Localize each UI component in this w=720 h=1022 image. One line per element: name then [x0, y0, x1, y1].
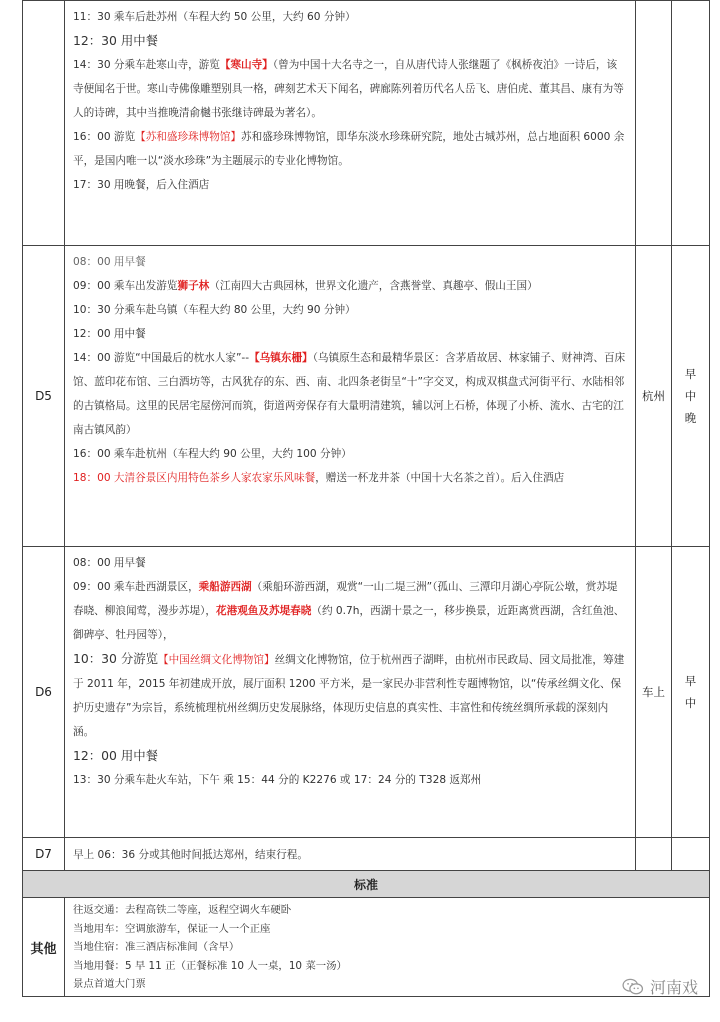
detail-line: 当地用车：空调旅游车，保证一人一个正座	[73, 922, 271, 935]
meal-item: 早	[684, 674, 697, 688]
day-schedule-cell	[65, 1, 636, 246]
detail-line: 景点首道大门票	[73, 978, 146, 990]
schedule-line: 08：00 用早餐	[73, 557, 146, 569]
city-cell-empty	[636, 838, 672, 871]
day-schedule-cell	[65, 547, 636, 838]
schedule-line: 12：00 用中餐	[73, 328, 146, 340]
meal-cell-empty	[672, 838, 710, 871]
attraction-highlight: 【苏和盛珍珠博物馆】	[135, 131, 242, 143]
detail-line: 当地用餐：5 早 11 正（正餐标准 10 人一桌，10 菜一汤）	[73, 959, 347, 972]
meal-item: 中	[684, 696, 697, 710]
other-label: 其他	[23, 898, 65, 997]
meal-list	[672, 246, 710, 547]
meal-cell-empty	[672, 1, 710, 246]
day-row-d7	[23, 838, 710, 871]
schedule-paragraph: 16：00 游览【苏和盛珍珠博物馆】苏和盛珍珠博物馆，即华东淡水珍珠研究院，地处古城苏州，总占地面积 6000 余平，是国内唯一以“淡水珍珠”为主题展示的专业化博物馆。	[73, 131, 625, 167]
schedule-line: 早上 06：36 分或其他时间抵达郑州，结束行程。	[73, 849, 308, 861]
itinerary-table	[22, 0, 710, 997]
day-label: D6	[23, 547, 65, 838]
standard-header: 标准	[23, 871, 710, 898]
meal-item: 中	[684, 389, 697, 403]
city-label: 杭州	[636, 246, 672, 547]
schedule-line: 12：30 用中餐	[73, 33, 159, 48]
schedule-line: 12：00 用中餐	[73, 748, 159, 763]
attraction-highlight: 【寒山寺】	[219, 59, 273, 71]
other-row	[23, 898, 710, 997]
watermark-text: 河南戏	[649, 978, 698, 997]
standard-header-row	[23, 871, 710, 898]
schedule-line: 16：00 乘车赴杭州（车程大约 90 公里，大约 100 分钟）	[73, 448, 352, 460]
schedule-line: 18：00 大清谷景区内用特色茶乡人家农家乐风味餐，赠送一杯龙井茶（中国十大名茶之首）。后入住酒店	[73, 472, 565, 484]
other-details-cell	[65, 898, 710, 997]
attraction-highlight: 【乌镇东栅】	[249, 352, 313, 364]
watermark	[622, 975, 698, 998]
schedule-paragraph: 10：30 分游览【中国丝绸文化博物馆】丝绸文化博物馆，位于杭州西子湖畔，由杭州市民政局、园文局批准，筹建于 2011 年，2015 年初建成开放，展厅面积 1200 平方米，是一家民办非营利性专题博物馆，以“传承丝绸文化、保护历史遗存”为宗旨，系统梳理杭州丝绸历史发展脉络，体现历史信息的真实性、丰富性和传统丝绸所承载的深刻内涵。	[73, 651, 625, 738]
day-schedule-cell	[65, 838, 636, 871]
day-row-d6	[23, 547, 710, 838]
day-row-d4-cont	[23, 1, 710, 246]
schedule-paragraph: 09：00 乘车赴西湖景区，乘船游西湖（乘船环游西湖，观赏“一山二堤三洲”（孤山、三潭印月湖心亭阮公墩，赏苏堤春晓、柳浪闻莺，漫步苏堤），花港观鱼及苏堤春晓（约 0.7h，西湖十景之一，移步换景，近距离赏西湖，含红鱼池、御碑亭、牡丹园等），	[73, 581, 625, 641]
day-row-d5	[23, 246, 710, 547]
city-cell-empty	[636, 1, 672, 246]
attraction-highlight: 【中国丝绸文化博物馆】	[158, 654, 275, 666]
attraction-highlight: 狮子林	[177, 280, 210, 292]
schedule-paragraph: 14：30 分乘车赴寒山寺，游览【寒山寺】（曾为中国十大名寺之一，自从唐代诗人张继题了《枫桥夜泊》一诗后，该寺便闻名于世。寒山寺佛像雕塑别具一格，碑刻艺术天下闻名，碑廊陈列着历代名人岳飞、唐伯虎、董其昌、康有为等人的诗碑，其中当推晚清俞樾书张继诗碑最为著名）。	[73, 59, 624, 119]
attraction-highlight: 花港观鱼及苏堤春晓	[216, 605, 312, 617]
day-label: D7	[23, 838, 65, 871]
attraction-highlight: 乘船游西湖	[198, 581, 252, 593]
schedule-paragraph: 09：00 乘车出发游览狮子林（江南四大古典园林，世界文化遗产，含燕誉堂、真趣亭、假山王国）	[73, 280, 538, 292]
schedule-line: 10：30 分乘车赴乌镇（车程大约 80 公里，大约 90 分钟）	[73, 304, 356, 316]
meal-item: 晚	[684, 411, 697, 425]
schedule-line: 08：00 用早餐	[73, 256, 146, 268]
schedule-line: 13：30 分乘车赴火车站，下午 乘 15：44 分的 K2276 或 17：24 分的 T328 返郑州	[73, 774, 482, 786]
schedule-paragraph: 14：00 游览“中国最后的枕水人家”--【乌镇东栅】（乌镇原生态和最精华景区：含茅盾故居、林家铺子、财神湾、百床馆、蓝印花布馆、三白酒坊等，古风犹存的东、西、南、北四条老街呈“十”字交叉，构成双棋盘式河街平行、水陆相邻的古镇格局。这里的民居宅屋傍河而筑，街道两旁保存有大量明清建筑，辅以河上石桥，体现了小桥、流水、古宅的江南古镇风韵）	[73, 352, 626, 436]
day-label: D5	[23, 246, 65, 547]
city-label: 车上	[636, 547, 672, 838]
schedule-line: 17：30 用晚餐，后入住酒店	[73, 179, 210, 191]
detail-line: 当地住宿：准三酒店标准间（含早）	[73, 941, 240, 953]
day-cell-empty	[23, 1, 65, 246]
day-schedule-cell	[65, 246, 636, 547]
meal-list	[672, 547, 710, 838]
schedule-line: 11：30 乘车后赴苏州（车程大约 50 公里，大约 60 分钟）	[73, 11, 356, 23]
wechat-icon	[622, 978, 644, 996]
detail-line: 往返交通：去程高铁二等座，返程空调火车硬卧	[73, 904, 292, 916]
meal-item: 早	[684, 367, 697, 381]
dinner-highlight: 18：00 大清谷景区内用特色茶乡人家农家乐风味餐	[73, 472, 316, 484]
